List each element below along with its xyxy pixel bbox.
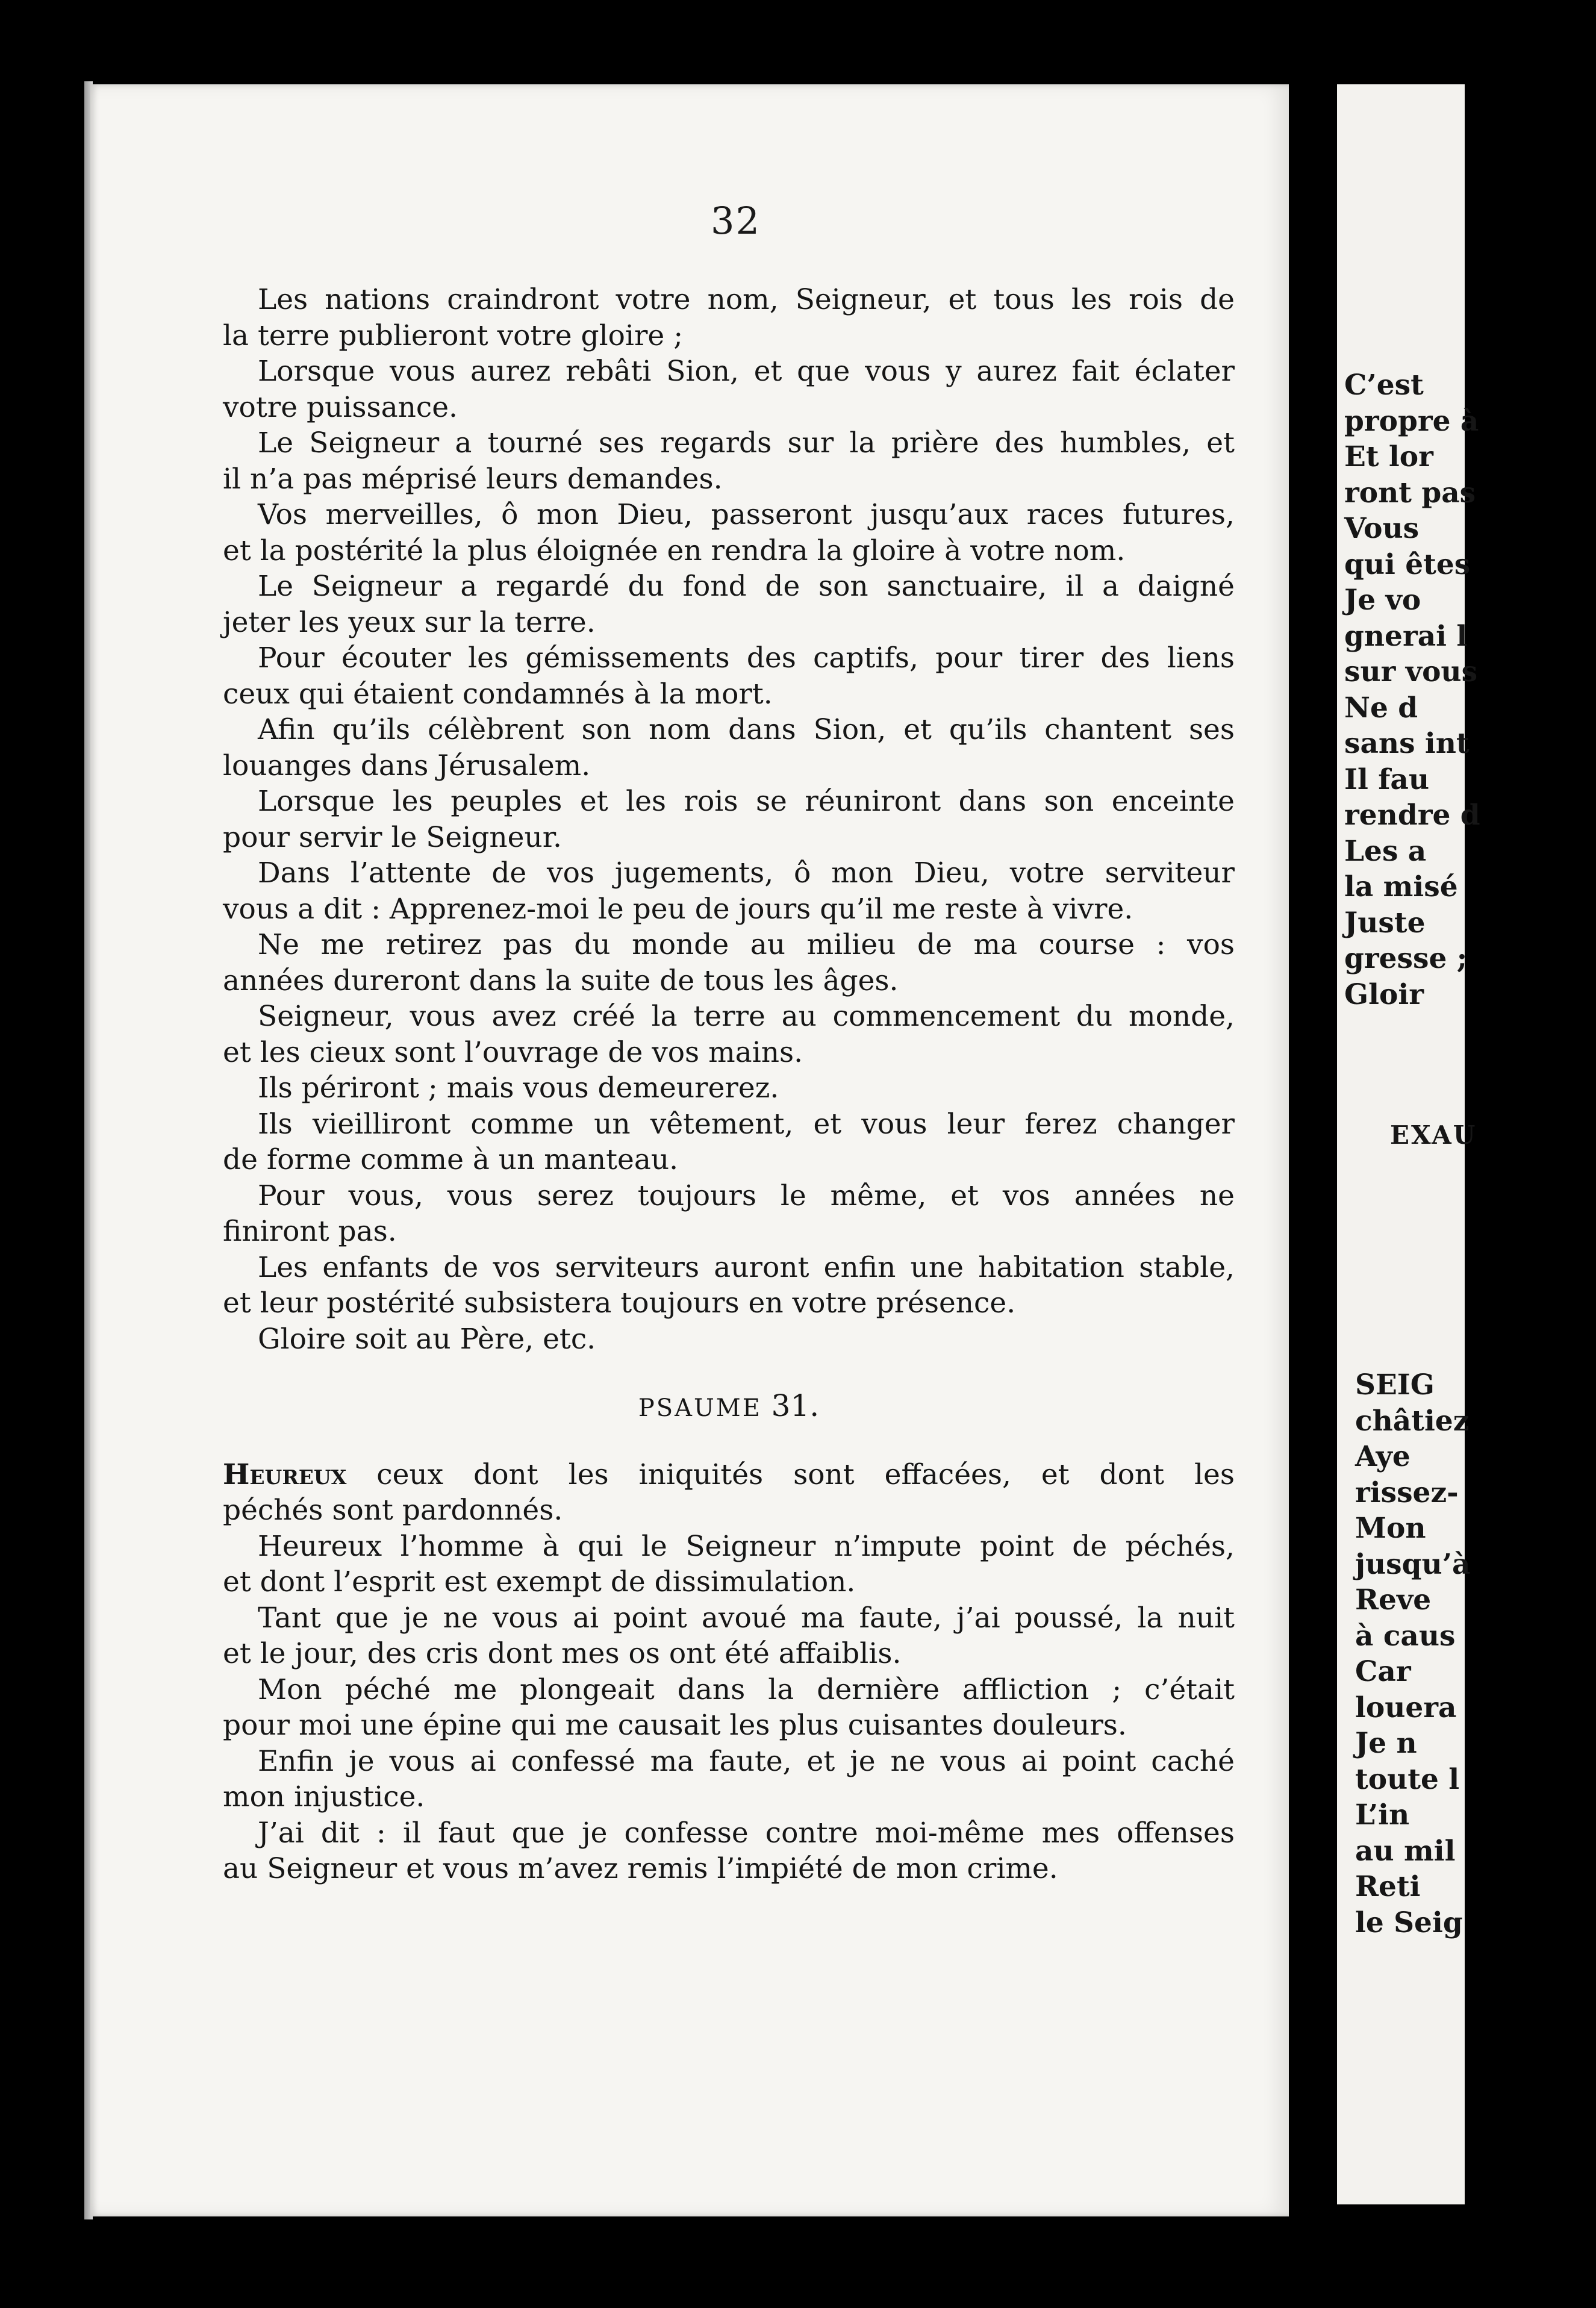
right-page-heading: EXAU — [1390, 1120, 1477, 1150]
text-line: Le Seigneur a regardé du fond de son sanctuaire, il a daigné — [258, 570, 1235, 603]
psalm-heading — [223, 1388, 1235, 1427]
right-page-line: Ne d — [1344, 691, 1418, 725]
text-line: Seigneur, vous avez créé la terre au commencement du monde, — [258, 1000, 1235, 1033]
text-line: votre puissance. — [223, 390, 458, 424]
psalm-first-word: Heureux — [223, 1458, 347, 1491]
right-page-line: L’in — [1355, 1798, 1410, 1832]
text-line: Les nations craindront votre nom, Seigneur, et tous les rois de — [258, 283, 1235, 316]
right-page-line: Je vo — [1344, 584, 1421, 617]
book-gutter — [1289, 72, 1337, 2228]
right-page-line: SEIG — [1355, 1368, 1435, 1402]
psalm-heading-number: 31. — [771, 1388, 820, 1423]
right-page-line: toute l — [1355, 1762, 1460, 1796]
text-line: jeter les yeux sur la terre. — [223, 605, 596, 639]
text-line: Vos merveilles, ô mon Dieu, passeront jusqu’aux races futures, — [258, 498, 1235, 531]
right-page-line: Gloir — [1344, 978, 1424, 1011]
text-line: J’ai dit : il faut que je confesse contre moi-même mes offenses — [258, 1816, 1235, 1850]
text-line: Pour écouter les gémissements des captifs, pour tirer des liens — [258, 641, 1235, 675]
text-line: la terre publieront votre gloire ; — [223, 319, 684, 352]
text-line: Lorsque vous aurez rebâti Sion, et que vous y aurez fait éclater — [258, 355, 1235, 388]
text-line: Lorsque les peuples et les rois se réuniront dans son enceinte — [258, 785, 1235, 818]
text-line: et la postérité la plus éloignée en rendra la gloire à votre nom. — [223, 534, 1126, 567]
text-line: et dont l’esprit est exempt de dissimulation. — [223, 1565, 856, 1598]
right-page-text-bottom — [1355, 1367, 1596, 1941]
text-line: Afin qu’ils célèbrent son nom dans Sion, et qu’ils chantent ses — [258, 713, 1235, 746]
right-page-line: Et lor — [1344, 440, 1433, 473]
right-page-line: Car — [1355, 1655, 1411, 1688]
text-line: Enfin je vous ai confessé ma faute, et je ne vous ai point caché — [258, 1744, 1235, 1778]
right-page-line: Il fau — [1344, 763, 1430, 796]
text-line: au Seigneur et vous m’avez remis l’impiété de mon crime. — [223, 1852, 1058, 1885]
text-line: Ne me retirez pas du monde au milieu de ma course : vos — [258, 928, 1235, 961]
page-text — [223, 282, 1235, 1887]
text-line: Mon péché me plongeait dans la dernière affliction ; c’était — [258, 1673, 1235, 1706]
text-line: et leur postérité subsistera toujours en votre présence. — [223, 1287, 1016, 1320]
text-line: années dureront dans la suite de tous les âges. — [223, 964, 899, 997]
right-page-line: Reve — [1355, 1583, 1432, 1617]
right-page — [1337, 84, 1480, 2204]
text-line: finiront pas. — [223, 1215, 397, 1248]
right-page-line: au mil — [1355, 1834, 1456, 1868]
right-page-line: châtiez — [1355, 1404, 1470, 1438]
text-line: Ils périront ; mais vous demeurerez. — [258, 1071, 779, 1105]
text-line: Ils vieilliront comme un vêtement, et vous leur ferez changer — [258, 1107, 1235, 1141]
right-page-line: Les a — [1344, 834, 1427, 868]
right-page-line: Juste — [1344, 906, 1426, 940]
right-page-line: Vous — [1344, 512, 1420, 545]
right-page-line: C’est — [1344, 369, 1424, 402]
text-line: mon injustice. — [223, 1780, 425, 1814]
text-line: pour servir le Seigneur. — [223, 820, 562, 854]
text-line: il n’a pas méprisé leurs demandes. — [223, 462, 723, 496]
right-page-line: qui êtes — [1344, 547, 1471, 581]
right-page-line: rissez- — [1355, 1476, 1459, 1509]
right-page-line: Reti — [1355, 1870, 1421, 1903]
right-page-line: gresse ; — [1344, 942, 1468, 975]
text-line: Gloire soit au Père, etc. — [258, 1322, 596, 1356]
right-page-line: à caus — [1355, 1619, 1456, 1653]
right-page-line: jusqu’à — [1355, 1547, 1471, 1581]
text-line: et le jour, des cris dont mes os ont été affaiblis. — [223, 1637, 902, 1670]
right-page-line: Aye — [1355, 1440, 1411, 1473]
right-page-line: sur vous — [1344, 655, 1478, 688]
text-line: de forme comme à un manteau. — [223, 1143, 679, 1176]
right-page-line: le Seig — [1355, 1906, 1463, 1939]
right-page-line: sans int — [1344, 727, 1470, 760]
psalm-first-line-rest: ceux dont les iniquités sont effacées, et dont les — [346, 1458, 1235, 1491]
text-line: Les enfants de vos serviteurs auront enfin une habitation stable, — [258, 1250, 1235, 1284]
right-page-line: louera — [1355, 1691, 1457, 1724]
psalm-31-verses — [223, 1492, 1235, 1887]
text-line: Dans l’attente de vos jugements, ô mon Dieu, votre serviteur — [258, 856, 1235, 890]
text-line: Tant que je ne vous ai point avoué ma faute, j’ai poussé, la nuit — [258, 1601, 1235, 1635]
text-line: louanges dans Jérusalem. — [223, 749, 591, 782]
page-number: 32 — [711, 199, 761, 243]
text-line: Heureux l’homme à qui le Seigneur n’impute point de péchés, — [258, 1529, 1235, 1563]
right-page-line: ront pas — [1344, 476, 1476, 510]
text-line: Pour vous, vous serez toujours le même, et vos années ne — [258, 1179, 1235, 1212]
psalm-31-first-line — [223, 1457, 1235, 1493]
right-page-line: gnerai l — [1344, 619, 1468, 653]
text-line: pour moi une épine qui me causait les plus cuisantes douleurs. — [223, 1709, 1127, 1742]
right-page-text-top — [1344, 367, 1585, 1012]
right-page-line: Mon — [1355, 1512, 1426, 1545]
right-page-line: la misé — [1344, 870, 1458, 903]
right-page-line: Je n — [1355, 1727, 1417, 1760]
right-page-line: propre à — [1344, 404, 1479, 438]
text-line: ceux qui étaient condamnés à la mort. — [223, 677, 773, 711]
right-page-line: rendre d — [1344, 799, 1480, 832]
text-line: et les cieux sont l’ouvrage de vos mains. — [223, 1035, 803, 1069]
text-line: péchés sont pardonnés. — [223, 1494, 563, 1527]
text-line: vous a dit : Apprenez-moi le peu de jours qu’il me reste à vivre. — [223, 892, 1133, 926]
psalm-101-verses — [223, 282, 1235, 1357]
text-line: Le Seigneur a tourné ses regards sur la prière des humbles, et — [258, 426, 1235, 460]
psalm-heading-word: PSAUME — [638, 1394, 762, 1422]
